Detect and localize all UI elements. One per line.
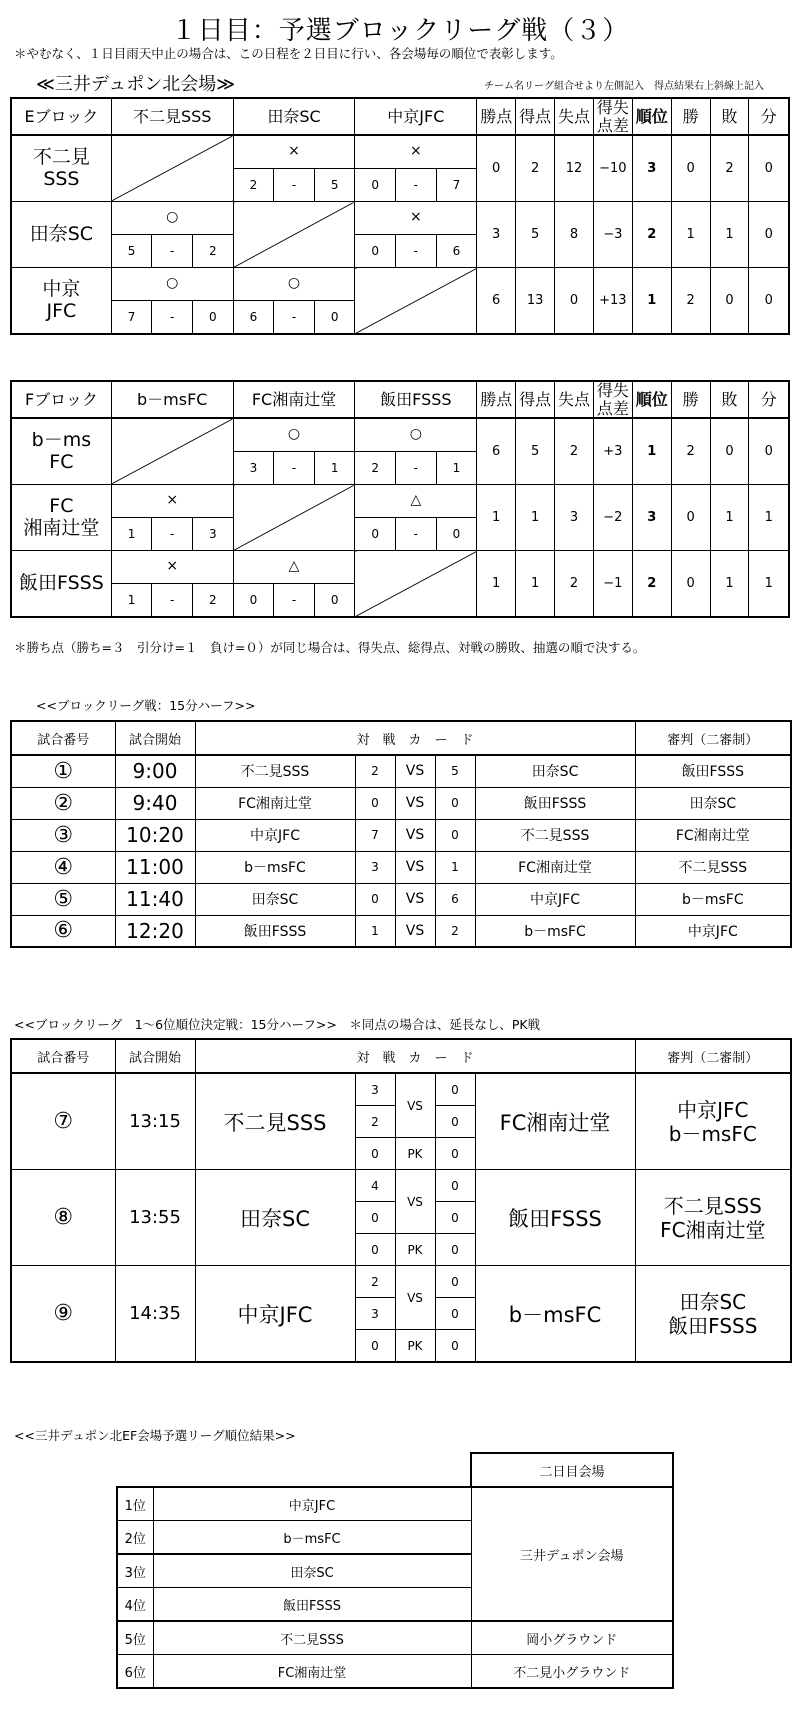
- block-e-score-split: [112, 301, 233, 333]
- block-e-result-score: [233, 169, 355, 202]
- block-e-stat-value: 1: [671, 202, 710, 268]
- result-heading: <<三井デュポン北EF会場予選リーグ順位結果>>: [14, 1428, 296, 1443]
- league-schedule-table: [10, 720, 792, 948]
- block-e-stat-value: +13: [593, 268, 632, 335]
- score-against: 7: [436, 169, 477, 201]
- ko-away-first-half: 0: [435, 1266, 475, 1298]
- vs-label: VS: [395, 787, 435, 819]
- block-e-score-split: [234, 169, 355, 201]
- block-f-stat-value: 6: [477, 418, 516, 485]
- score-against: 5: [314, 169, 355, 201]
- ko-match-number: ⑦: [11, 1073, 115, 1170]
- header-match-number: 試合番号: [11, 1039, 115, 1073]
- ko-referee-1: 中京JFC: [677, 1097, 749, 1122]
- block-e-stat-value: 1: [710, 202, 749, 268]
- block-f-label: Fブロック: [11, 381, 111, 418]
- score-for: 0: [371, 526, 380, 541]
- score-dash: -: [273, 169, 314, 201]
- block-e-table: [10, 97, 790, 335]
- block-e-stat-header: 得点: [516, 98, 555, 135]
- block-f-score-split: [234, 584, 355, 616]
- block-f-diagonal: [355, 551, 477, 618]
- block-f-result-mark: ○: [355, 418, 477, 452]
- home-score: 2: [355, 755, 395, 787]
- result-rank: 2位: [117, 1521, 153, 1555]
- ko-referees: [635, 1073, 791, 1170]
- score-against: 0: [314, 584, 355, 616]
- header-referee: 審判（二審制）: [635, 721, 791, 755]
- result-rank: 3位: [117, 1554, 153, 1588]
- block-e-team-header: 田奈SC: [233, 98, 355, 135]
- result-rank: 5位: [117, 1621, 153, 1655]
- vs-label: VS: [395, 819, 435, 851]
- day2-venue: 三井デュポン会場: [471, 1487, 673, 1621]
- match-number: ⑥: [11, 915, 115, 947]
- match-time: 9:40: [115, 787, 195, 819]
- score-for: 0: [371, 243, 380, 258]
- block-f-stat-value: 2: [555, 551, 594, 618]
- ko-away-team: 飯田FSSS: [475, 1170, 635, 1266]
- block-e-stat-value: −3: [593, 202, 632, 268]
- result-team: 田奈SC: [153, 1554, 471, 1588]
- home-team: 田奈SC: [195, 883, 355, 915]
- block-f-score-split: [234, 452, 355, 484]
- referee: b－msFC: [635, 883, 791, 915]
- block-e-result-mark: ×: [355, 135, 477, 169]
- result-team: FC湘南辻堂: [153, 1655, 471, 1689]
- block-f-stat-value: 3: [632, 485, 671, 551]
- block-e-stat-header: 分: [749, 98, 789, 135]
- block-e-label: Eブロック: [11, 98, 111, 135]
- score-against: 6: [436, 235, 477, 267]
- ko-referee-1: 不二見SSS: [663, 1193, 762, 1218]
- ko-away-team: b－msFC: [475, 1266, 635, 1363]
- block-f-result-score: [355, 518, 477, 551]
- ko-away-pk: 0: [435, 1330, 475, 1363]
- match-time: 11:00: [115, 851, 195, 883]
- block-e-stat-value: 6: [477, 268, 516, 335]
- block-e-stat-value: 0: [555, 268, 594, 335]
- ko-match-number: ⑧: [11, 1170, 115, 1266]
- away-team: FC湘南辻堂: [475, 851, 635, 883]
- block-e-stat-value: 2: [632, 202, 671, 268]
- score-dash: -: [151, 584, 192, 616]
- block-e-result-mark: ○: [111, 202, 233, 235]
- score-for: 1: [127, 526, 136, 541]
- block-f-stat-value: 1: [632, 418, 671, 485]
- result-rank: 4位: [117, 1588, 153, 1622]
- block-f-diagonal: [111, 418, 233, 485]
- block-e-stat-header: 勝: [671, 98, 710, 135]
- block-e-stat-value: 2: [671, 268, 710, 335]
- block-f-table: [10, 380, 790, 618]
- result-team: b－msFC: [153, 1521, 471, 1555]
- block-e-stat-header: 勝点: [477, 98, 516, 135]
- block-e-team-header: 中京JFC: [355, 98, 477, 135]
- ko-home-pk: 0: [355, 1330, 395, 1363]
- page-title: １日目：予選ブロックリーグ戦（３）: [170, 16, 630, 46]
- block-e-stat-value: 0: [671, 135, 710, 202]
- block-f-stat-header: 得失点差: [593, 381, 632, 418]
- referee: FC湘南辻堂: [635, 819, 791, 851]
- block-e-stat-value: 8: [555, 202, 594, 268]
- block-f-stat-value: 0: [749, 418, 789, 485]
- ko-heading: <<ブロックリーグ 1～6位順位決定戦：15分ハーフ>> ＊同点の場合は、延長なし、PK戦: [14, 1017, 541, 1032]
- score-for: 3: [249, 460, 258, 475]
- away-team: 田奈SC: [475, 755, 635, 787]
- block-f-score-split: [112, 584, 233, 616]
- score-for: 0: [371, 177, 380, 192]
- header-match-number: 試合番号: [11, 721, 115, 755]
- block-e-stat-value: −10: [593, 135, 632, 202]
- header-start-time: 試合開始: [115, 721, 195, 755]
- ko-home-second-half: 0: [355, 1202, 395, 1234]
- block-f-result-mark: ×: [111, 485, 233, 518]
- league-heading: <<ブロックリーグ戦：15分ハーフ>>: [36, 698, 256, 713]
- away-team: b－msFC: [475, 915, 635, 947]
- match-number: ③: [11, 819, 115, 851]
- result-table: [116, 1452, 674, 1689]
- block-e-stat-value: 0: [710, 268, 749, 335]
- block-e-diagonal: [355, 268, 477, 335]
- score-for: 1: [127, 592, 136, 607]
- score-dash: -: [395, 169, 436, 201]
- vs-label: VS: [395, 1170, 435, 1234]
- block-f-result-score: [111, 584, 233, 618]
- vs-label: VS: [395, 883, 435, 915]
- referee: 中京JFC: [635, 915, 791, 947]
- vs-label: VS: [395, 1073, 435, 1138]
- block-f-stat-value: 3: [555, 485, 594, 551]
- block-f-stat-value: 1: [477, 551, 516, 618]
- ko-home-first-half: 2: [355, 1266, 395, 1298]
- score-for: 2: [249, 177, 258, 192]
- score-against: 0: [436, 518, 477, 550]
- block-f-diagonal: [233, 485, 355, 551]
- block-e-stat-value: 3: [632, 135, 671, 202]
- ko-home-team: 中京JFC: [195, 1266, 355, 1363]
- block-e-score-split: [355, 235, 476, 267]
- block-f-stat-value: 1: [749, 485, 789, 551]
- ko-referee-2: FC湘南辻堂: [660, 1217, 766, 1242]
- block-f-result-mark: △: [233, 551, 355, 584]
- score-against: 2: [192, 584, 233, 616]
- block-f-stat-value: 1: [516, 485, 555, 551]
- day2-venue: 岡小グラウンド: [471, 1621, 673, 1655]
- block-f-stat-value: 0: [671, 551, 710, 618]
- referee: 飯田FSSS: [635, 755, 791, 787]
- result-rank: 1位: [117, 1487, 153, 1521]
- header-match-card: 対 戦 カ ー ド: [195, 1039, 635, 1073]
- match-number: ⑤: [11, 883, 115, 915]
- score-for: 6: [249, 309, 258, 324]
- score-dash: -: [273, 301, 314, 333]
- block-f-stat-value: 2: [671, 418, 710, 485]
- score-dash: -: [151, 518, 192, 550]
- away-team: 中京JFC: [475, 883, 635, 915]
- match-time: 9:00: [115, 755, 195, 787]
- ko-away-first-half: 0: [435, 1170, 475, 1202]
- block-e-stat-value: 0: [749, 202, 789, 268]
- block-f-stat-value: 1: [710, 551, 749, 618]
- ko-referees: [635, 1266, 791, 1363]
- block-f-stat-value: 0: [671, 485, 710, 551]
- away-team: 不二見SSS: [475, 819, 635, 851]
- vs-label: VS: [395, 915, 435, 947]
- block-f-stat-value: −1: [593, 551, 632, 618]
- block-f-score-split: [355, 518, 476, 550]
- block-e-stat-value: 1: [632, 268, 671, 335]
- match-time: 10:20: [115, 819, 195, 851]
- block-f-stat-value: 1: [749, 551, 789, 618]
- block-e-team-header: 不二見SSS: [111, 98, 233, 135]
- score-dash: -: [395, 235, 436, 267]
- ko-home-first-half: 4: [355, 1170, 395, 1202]
- vs-label: VS: [395, 1266, 435, 1330]
- ko-match-number: ⑨: [11, 1266, 115, 1363]
- ko-away-second-half: 0: [435, 1202, 475, 1234]
- block-e-stat-value: 3: [477, 202, 516, 268]
- block-f-result-score: [233, 584, 355, 618]
- block-f-stat-value: 5: [516, 418, 555, 485]
- block-f-result-score: [111, 518, 233, 551]
- block-e-result-score: [355, 169, 477, 202]
- home-team: FC湘南辻堂: [195, 787, 355, 819]
- away-score: 2: [435, 915, 475, 947]
- block-e-stat-value: 5: [516, 202, 555, 268]
- ko-away-second-half: 0: [435, 1298, 475, 1330]
- block-f-stat-header: 敗: [710, 381, 749, 418]
- result-rank: 6位: [117, 1655, 153, 1689]
- score-dash: -: [151, 235, 192, 267]
- block-f-row-team: FC 湘南辻堂: [11, 485, 111, 551]
- tiebreak-note: ＊勝ち点（勝ち=３ 引分け=１ 負け=０）が同じ場合は、得失点、総得点、対戦の勝敗、抽選の順で決する。: [14, 640, 646, 655]
- block-f-stat-header: 失点: [555, 381, 594, 418]
- block-f-stat-value: 0: [710, 418, 749, 485]
- block-e-stat-header: 順位: [632, 98, 671, 135]
- ko-away-pk: 0: [435, 1234, 475, 1266]
- block-f-row-team: 飯田FSSS: [11, 551, 111, 618]
- home-team: 飯田FSSS: [195, 915, 355, 947]
- score-against: 3: [192, 518, 233, 550]
- block-e-stat-header: 失点: [555, 98, 594, 135]
- block-e-stat-header: 敗: [710, 98, 749, 135]
- away-score: 6: [435, 883, 475, 915]
- result-blank: [117, 1453, 471, 1487]
- ko-match-time: 13:15: [115, 1073, 195, 1170]
- block-e-row-team: 中京 JFC: [11, 268, 111, 335]
- block-f-stat-value: 1: [710, 485, 749, 551]
- ko-referees: [635, 1170, 791, 1266]
- vs-label: VS: [395, 851, 435, 883]
- block-f-team-header: 飯田FSSS: [355, 381, 477, 418]
- block-e-stat-value: 0: [477, 135, 516, 202]
- home-team: b－msFC: [195, 851, 355, 883]
- score-dash: -: [395, 518, 436, 550]
- away-team: 飯田FSSS: [475, 787, 635, 819]
- block-e-stat-value: 2: [710, 135, 749, 202]
- block-e-stat-value: 13: [516, 268, 555, 335]
- result-team: 不二見SSS: [153, 1621, 471, 1655]
- block-e-result-score: [111, 235, 233, 268]
- block-f-score-split: [355, 452, 476, 484]
- block-f-team-header: FC湘南辻堂: [233, 381, 355, 418]
- block-e-score-split: [234, 301, 355, 333]
- score-for: 5: [127, 243, 136, 258]
- match-time: 11:40: [115, 883, 195, 915]
- score-against: 2: [192, 235, 233, 267]
- venue-title: ≪三井デュポン北会場≫: [36, 74, 236, 95]
- home-score: 1: [355, 915, 395, 947]
- score-against: 1: [436, 452, 477, 484]
- result-team: 飯田FSSS: [153, 1588, 471, 1622]
- home-score: 3: [355, 851, 395, 883]
- score-dash: -: [273, 584, 314, 616]
- away-score: 1: [435, 851, 475, 883]
- ko-home-second-half: 2: [355, 1106, 395, 1138]
- block-f-result-mark: ×: [111, 551, 233, 584]
- block-f-result-score: [355, 452, 477, 485]
- ko-match-time: 14:35: [115, 1266, 195, 1363]
- block-e-row-team: 田奈SC: [11, 202, 111, 268]
- block-e-row-team: 不二見 SSS: [11, 135, 111, 202]
- score-dash: -: [273, 452, 314, 484]
- score-for: 7: [127, 309, 136, 324]
- away-score: 0: [435, 787, 475, 819]
- match-number: ①: [11, 755, 115, 787]
- score-dash: -: [395, 452, 436, 484]
- block-f-result-mark: ○: [233, 418, 355, 452]
- block-f-stat-header: 分: [749, 381, 789, 418]
- score-for: 2: [371, 460, 380, 475]
- home-team: 不二見SSS: [195, 755, 355, 787]
- vs-label: VS: [395, 755, 435, 787]
- pk-label: PK: [395, 1330, 435, 1363]
- block-f-stat-value: +3: [593, 418, 632, 485]
- pk-label: PK: [395, 1138, 435, 1170]
- block-e-stat-value: 0: [749, 135, 789, 202]
- block-e-score-split: [355, 169, 476, 201]
- day2-venue-header: 二日目会場: [471, 1453, 673, 1487]
- block-e-score-split: [112, 235, 233, 267]
- day2-venue: 不二見小グラウンド: [471, 1655, 673, 1689]
- ko-home-pk: 0: [355, 1234, 395, 1266]
- header-match-card: 対 戦 カ ー ド: [195, 721, 635, 755]
- block-e-result-score: [111, 301, 233, 335]
- block-f-stat-header: 勝: [671, 381, 710, 418]
- result-team: 中京JFC: [153, 1487, 471, 1521]
- score-against: 0: [314, 301, 355, 333]
- score-dash: -: [151, 301, 192, 333]
- header-referee: 審判（二審制）: [635, 1039, 791, 1073]
- ko-away-first-half: 0: [435, 1073, 475, 1106]
- block-e-stat-value: 0: [749, 268, 789, 335]
- block-f-stat-value: 1: [516, 551, 555, 618]
- block-e-diagonal: [233, 202, 355, 268]
- ko-home-team: 不二見SSS: [195, 1073, 355, 1170]
- home-score: 0: [355, 883, 395, 915]
- ko-home-second-half: 3: [355, 1298, 395, 1330]
- home-team: 中京JFC: [195, 819, 355, 851]
- block-f-stat-value: 2: [555, 418, 594, 485]
- block-e-stat-header: 得失点差: [593, 98, 632, 135]
- block-f-stat-header: 勝点: [477, 381, 516, 418]
- ko-away-pk: 0: [435, 1138, 475, 1170]
- ko-away-team: FC湘南辻堂: [475, 1073, 635, 1170]
- ko-referee-1: 田奈SC: [679, 1289, 747, 1314]
- score-against: 0: [192, 301, 233, 333]
- block-e-result-score: [233, 301, 355, 335]
- block-e-result-mark: ×: [355, 202, 477, 235]
- block-f-stat-value: 1: [477, 485, 516, 551]
- block-f-team-header: b－msFC: [111, 381, 233, 418]
- header-start-time: 試合開始: [115, 1039, 195, 1073]
- match-number: ④: [11, 851, 115, 883]
- away-score: 5: [435, 755, 475, 787]
- match-time: 12:20: [115, 915, 195, 947]
- home-score: 7: [355, 819, 395, 851]
- referee: 田奈SC: [635, 787, 791, 819]
- ko-home-team: 田奈SC: [195, 1170, 355, 1266]
- block-e-diagonal: [111, 135, 233, 202]
- ko-referee-2: b－msFC: [668, 1121, 757, 1146]
- block-e-result-mark: ○: [233, 268, 355, 301]
- score-against: 1: [314, 452, 355, 484]
- ko-schedule-table: [10, 1038, 792, 1363]
- venue-note: チーム名リーグ組合せより左側記入 得点結果右上斜線上記入: [484, 81, 764, 92]
- block-e-stat-value: 2: [516, 135, 555, 202]
- home-score: 0: [355, 787, 395, 819]
- referee: 不二見SSS: [635, 851, 791, 883]
- block-e-result-mark: ○: [111, 268, 233, 301]
- block-f-row-team: b－ms FC: [11, 418, 111, 485]
- score-for: 0: [249, 592, 258, 607]
- ko-home-first-half: 3: [355, 1073, 395, 1106]
- block-f-stat-header: 得点: [516, 381, 555, 418]
- block-e-result-score: [355, 235, 477, 268]
- away-score: 0: [435, 819, 475, 851]
- block-f-score-split: [112, 518, 233, 550]
- ko-away-second-half: 0: [435, 1106, 475, 1138]
- block-f-result-mark: △: [355, 485, 477, 518]
- match-number: ②: [11, 787, 115, 819]
- pk-label: PK: [395, 1234, 435, 1266]
- block-f-result-score: [233, 452, 355, 485]
- ko-match-time: 13:55: [115, 1170, 195, 1266]
- ko-home-pk: 0: [355, 1138, 395, 1170]
- block-f-stat-value: −2: [593, 485, 632, 551]
- block-f-stat-header: 順位: [632, 381, 671, 418]
- block-f-stat-value: 2: [632, 551, 671, 618]
- block-e-stat-value: 12: [555, 135, 594, 202]
- ko-referee-2: 飯田FSSS: [668, 1313, 758, 1338]
- rain-note: ＊やむなく、１日目雨天中止の場合は、この日程を２日目に行い、各会場毎の順位で表彰します。: [14, 46, 563, 61]
- block-e-result-mark: ×: [233, 135, 355, 169]
